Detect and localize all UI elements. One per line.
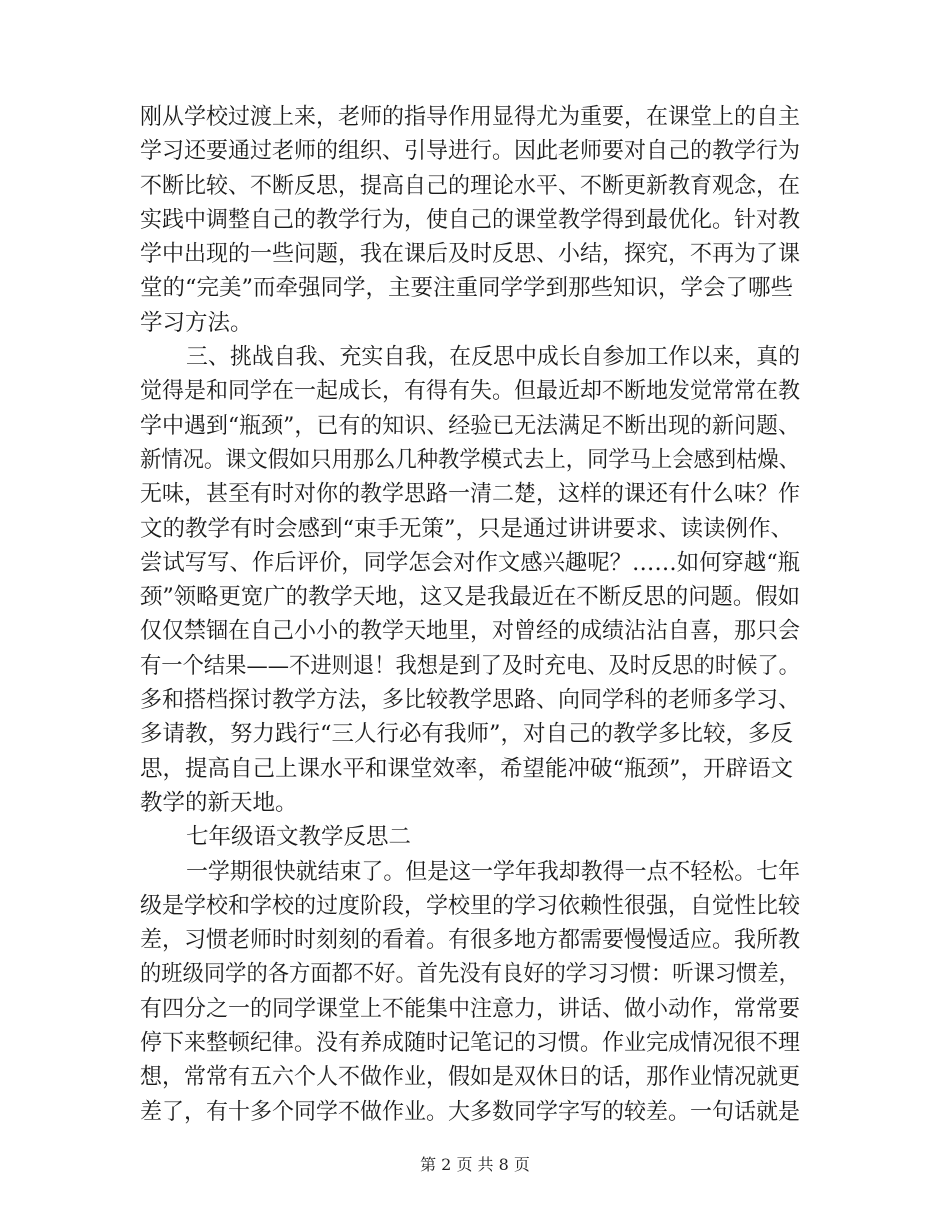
text-line: 三、挑战自我、充实自我，在反思中成长自参加工作以来，真的	[186, 344, 801, 371]
page-footer: 第 2 页 共 8 页	[420, 1155, 530, 1174]
text-line: 仅仅禁锢在自己小小的教学天地里，对曾经的成绩沾沾自喜，那只会	[140, 618, 801, 645]
text-line: 有四分之一的同学课堂上不能集中注意力，讲话、做小动作，常常要	[140, 995, 801, 1022]
text-line: 新情况。课文假如只用那么几种教学模式去上，同学马上会感到枯燥、	[140, 446, 800, 473]
text-line: 多请教，努力践行“三人行必有我师”，对自己的教学多比较，多反	[140, 721, 794, 748]
text-line: 学中出现的一些问题，我在课后及时反思、小结，探究，不再为了课	[140, 241, 801, 268]
text-line: 尝试写写、作后评价，同学怎会对作文感兴趣呢？……如何穿越“瓶	[140, 549, 801, 576]
text-line: 多和搭档探讨教学方法，多比较教学思路、向同学科的老师多学习、	[140, 687, 801, 714]
text-line: 一学期很快就结束了。但是这一学年我却教得一点不轻松。七年	[186, 858, 801, 885]
text-line: 七年级语文教学反思二	[186, 824, 412, 851]
text-line: 不断比较、不断反思，提高自己的理论水平、不断更新教育观念，在	[140, 172, 801, 199]
text-line: 实践中调整自己的教学行为，使自己的课堂教学得到最优化。针对教	[140, 206, 801, 233]
text-line: 差了，有十多个同学不做作业。大多数同学字写的较差。一句话就是	[140, 1098, 801, 1125]
text-line: 停下来整顿纪律。没有养成随时记笔记的习惯。作业完成情况很不理	[140, 1030, 801, 1057]
text-line: 学习还要通过老师的组织、引导进行。因此老师要对自己的教学行为	[140, 138, 801, 165]
text-line: 的班级同学的各方面都不好。首先没有良好的学习习惯：听课习惯差，	[140, 961, 800, 988]
text-line: 觉得是和同学在一起成长，有得有失。但最近却不断地发觉常常在教	[140, 378, 801, 405]
text-line: 学习方法。	[140, 309, 253, 336]
text-line: 学中遇到“瓶颈”，已有的知识、经验已无法满足不断出现的新问题、	[140, 412, 800, 439]
text-line: 级是学校和学校的过度阶段，学校里的学习依赖性很强，自觉性比较	[140, 892, 801, 919]
text-line: 文的教学有时会感到“束手无策”，只是通过讲讲要求、读读例作、	[140, 515, 794, 542]
text-line: 有一个结果——不进则退！我想是到了及时充电、及时反思的时候了。	[140, 652, 800, 679]
text-line: 刚从学校过渡上来，老师的指导作用显得尤为重要，在课堂上的自主	[140, 104, 801, 130]
text-line: 颈”领略更宽广的教学天地，这又是我最近在不断反思的问题。假如	[140, 584, 801, 611]
text-line: 教学的新天地。	[140, 789, 298, 816]
text-line: 无味，甚至有时对你的教学思路一清二楚，这样的课还有什么味？作	[140, 481, 801, 508]
document-body	[140, 100, 800, 1129]
text-line: 堂的“完美”而牵强同学，主要注重同学学到那些知识，学会了哪些	[140, 275, 794, 302]
text-line: 差，习惯老师时时刻刻的看着。有很多地方都需要慢慢适应。我所教	[140, 927, 801, 954]
text-line: 想，常常有五六个人不做作业，假如是双休日的话，那作业情况就更	[140, 1064, 801, 1091]
text-line: 思，提高自己上课水平和课堂效率，希望能冲破“瓶颈”，开辟语文	[140, 755, 794, 782]
